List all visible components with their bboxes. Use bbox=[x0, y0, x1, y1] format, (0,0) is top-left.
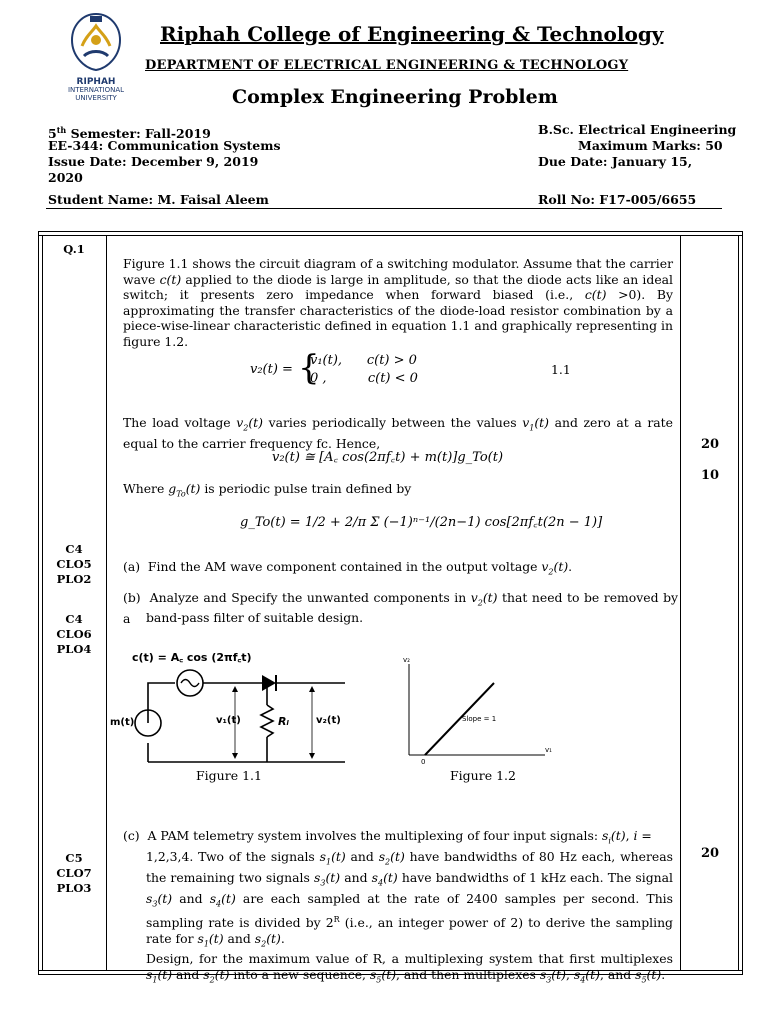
marks-b: 10 bbox=[700, 468, 720, 483]
x-axis-label: v₁ bbox=[545, 746, 552, 754]
marks-c: 20 bbox=[700, 846, 720, 861]
logo-emblem bbox=[60, 12, 132, 74]
paragraph-pulse-train: Where $g_{To}(t)$ is periodic pulse train defined by bbox=[123, 481, 412, 499]
meta-divider bbox=[46, 208, 722, 209]
part-b: (b) Analyze and Specify the unwanted components in $v_2(t)$ that need to be removed by a bbox=[123, 590, 678, 626]
figure-1-1-caption: Figure 1.1 bbox=[196, 768, 262, 783]
side-codes-b: C4 CLO6 PLO4 bbox=[56, 612, 92, 656]
student-name: Student Name: M. Faisal Aleem bbox=[48, 192, 269, 207]
max-marks: Maximum Marks: 50 bbox=[578, 138, 723, 153]
course: EE-344: Communication Systems bbox=[48, 138, 281, 153]
department-title: DEPARTMENT OF ELECTRICAL ENGINEERING & TECHNOLOGY bbox=[145, 58, 629, 73]
equation-1-1-case1: v₁(t), c(t) > 0 bbox=[310, 353, 417, 368]
logo-text-2: INTERNATIONAL bbox=[67, 86, 125, 94]
carrier-label: c(t) = A꜀ cos (2πf꜀t) bbox=[132, 651, 252, 664]
college-title: Riphah College of Engineering & Technology bbox=[160, 22, 664, 46]
logo-text-1: RIPHAH bbox=[76, 77, 116, 87]
question-label: Q.1 bbox=[63, 242, 85, 256]
source-label: m(t) bbox=[110, 717, 135, 728]
equation-1-1-number: 1.1 bbox=[551, 362, 571, 377]
semester: 5th Semester: Fall-2019 bbox=[48, 125, 211, 142]
part-b-cont: band-pass filter of suitable design. bbox=[146, 610, 364, 625]
document-title: Complex Engineering Problem bbox=[232, 86, 558, 108]
university-logo bbox=[60, 12, 132, 102]
figure-1-2-caption: Figure 1.2 bbox=[450, 768, 516, 783]
part-a: (a) Find the AM wave component contained in the output voltage $v_2(t)$. bbox=[123, 559, 573, 577]
equation-1-1-lhs: v₂(t) = bbox=[250, 362, 293, 377]
roll-number: Roll No: F17-005/6655 bbox=[538, 192, 697, 207]
v2-label: v₂(t) bbox=[316, 715, 341, 726]
figure-1-1-circuit bbox=[110, 645, 365, 767]
due-year: 2020 bbox=[48, 170, 83, 185]
v1-label: v₁(t) bbox=[216, 715, 241, 726]
equation-2: v₂(t) ≅ [A꜀ cos(2πf꜀t) + m(t)]g_To(t) bbox=[272, 450, 504, 465]
brace: { bbox=[298, 348, 320, 388]
equation-3: g_To(t) = 1/2 + 2/π Σ (−1)ⁿ⁻¹/(2n−1) cos[2πf꜀t(2n − 1)] bbox=[240, 515, 603, 530]
side-codes-c: C5 CLO7 PLO3 bbox=[56, 851, 92, 895]
issue-date: Issue Date: December 9, 2019 bbox=[48, 154, 259, 169]
figure-1-2-graph bbox=[395, 652, 565, 770]
origin-label: 0 bbox=[421, 758, 426, 766]
paragraph-load-voltage: The load voltage $v_2(t)$ varies periodically between the values $v_1(t)$ and zero at a rate equal to the carrier frequency fc. Hence, bbox=[123, 415, 673, 451]
y-axis-label: v₂ bbox=[403, 656, 410, 664]
paragraph-intro: Figure 1.1 shows the circuit diagram of a switching modulator. Assume that the carrier wave c(t) applied to the diode is large in amplitude, so that the diode acts like an ideal switch; it presents zero impedance when forward biased (i.e., c(t) >0). By approximating the transfer characteristics of the diode-load resistor combination by a piece-wise-linear characteristic defined in equation 1.1 and graphically representing in figure 1.2. bbox=[123, 256, 674, 349]
equation-1-1-case2: 0 , c(t) < 0 bbox=[310, 371, 418, 386]
side-codes-a: C4 CLO5 PLO2 bbox=[56, 542, 92, 586]
part-c: (c) A PAM telemetry system involves the multiplexing of four input signals: $s_i(t)$, i = 1,2,3,4. Two of the signals $s_1(t)$ and $s_2(t)$ have bandwidths of 80 Hz each, whereas the remaining two signals $s_3(t)$ and $s_4(t)$ have bandwidths of 1 kHz each. The signal $s_3(t)$ and $s_4(t)$ are each sampled at the rate of 2400 samples per second. This sampling rate is divided by $2^R$ (i.e., an integer power of 2) to derive the sampling rate for $s_1(t)$ and $s_2(t)$. Design, for the maximum value of R, a multiplexing system that first multiplexes $s_1(t)$ and $s_2(t)$ into a new sequence, $s_5(t)$, and then multiplexes $s_3(t)$, $s_4(t)$, and $s_5(t)$. bbox=[123, 828, 673, 985]
program: B.Sc. Electrical Engineering bbox=[538, 122, 737, 137]
diode-icon bbox=[262, 675, 276, 691]
resistor-icon bbox=[261, 705, 273, 737]
slope-label: Slope = 1 bbox=[462, 715, 497, 723]
marks-a: 20 bbox=[700, 437, 720, 452]
r-label: Rₗ bbox=[278, 715, 289, 728]
due-date: Due Date: January 15, bbox=[538, 154, 693, 169]
logo-text-3: UNIVERSITY bbox=[75, 94, 117, 102]
